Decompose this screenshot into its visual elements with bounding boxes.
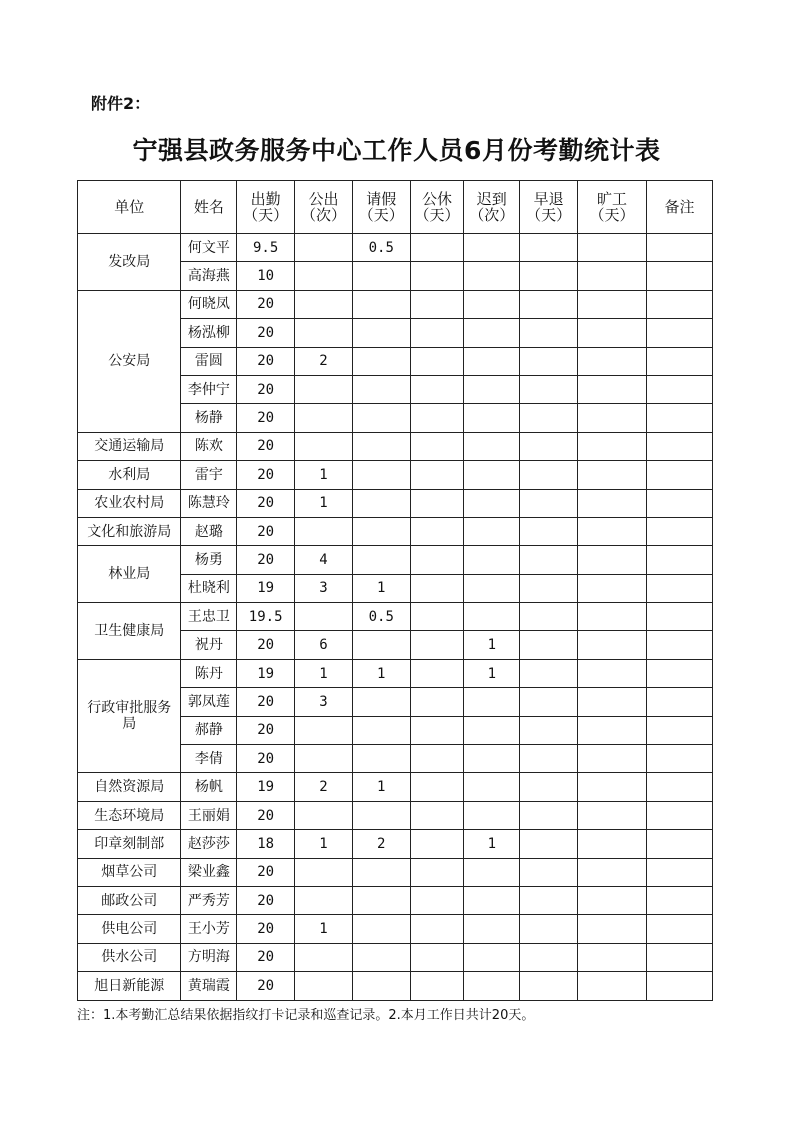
value-cell: [578, 659, 647, 687]
value-cell: [464, 546, 520, 574]
value-cell: 2: [352, 830, 410, 858]
value-cell: 1: [295, 489, 353, 517]
column-header: 早退 （天）: [520, 181, 578, 234]
name-cell: 陈欢: [181, 432, 237, 460]
table-row: [78, 830, 713, 858]
value-cell: 6: [295, 631, 353, 659]
name-cell: 李仲宁: [181, 375, 237, 403]
table-row: [78, 290, 713, 318]
value-cell: [520, 943, 578, 971]
value-cell: [410, 262, 464, 290]
table-row: [78, 432, 713, 460]
value-cell: [520, 745, 578, 773]
value-cell: [646, 546, 712, 574]
value-cell: [352, 262, 410, 290]
value-cell: [578, 546, 647, 574]
value-cell: 19: [237, 773, 295, 801]
value-cell: [352, 745, 410, 773]
value-cell: 3: [295, 574, 353, 602]
value-cell: [646, 886, 712, 914]
value-cell: [646, 631, 712, 659]
value-cell: 0.5: [352, 234, 410, 262]
name-cell: 雷圆: [181, 347, 237, 375]
value-cell: [646, 659, 712, 687]
value-cell: [464, 404, 520, 432]
value-cell: [520, 886, 578, 914]
name-cell: 雷宇: [181, 461, 237, 489]
value-cell: [520, 688, 578, 716]
value-cell: [578, 290, 647, 318]
value-cell: [352, 290, 410, 318]
value-cell: [295, 404, 353, 432]
value-cell: [464, 972, 520, 1000]
value-cell: 20: [237, 915, 295, 943]
value-cell: [578, 688, 647, 716]
value-cell: [352, 801, 410, 829]
value-cell: 20: [237, 319, 295, 347]
name-cell: 陈丹: [181, 659, 237, 687]
value-cell: [520, 234, 578, 262]
value-cell: [520, 659, 578, 687]
table-header-row: [78, 181, 713, 234]
value-cell: [352, 546, 410, 574]
value-cell: [578, 574, 647, 602]
value-cell: [464, 290, 520, 318]
name-cell: 何晓凤: [181, 290, 237, 318]
value-cell: [352, 972, 410, 1000]
value-cell: 20: [237, 943, 295, 971]
unit-cell: 文化和旅游局: [78, 517, 181, 545]
value-cell: [464, 574, 520, 602]
table-row: [78, 659, 713, 687]
value-cell: 1: [464, 631, 520, 659]
value-cell: [520, 262, 578, 290]
value-cell: [410, 234, 464, 262]
table-row: [78, 546, 713, 574]
value-cell: 1: [295, 461, 353, 489]
value-cell: [646, 858, 712, 886]
unit-cell: 农业农村局: [78, 489, 181, 517]
value-cell: [578, 972, 647, 1000]
name-cell: 杨勇: [181, 546, 237, 574]
value-cell: [520, 375, 578, 403]
value-cell: [295, 375, 353, 403]
unit-cell: 卫生健康局: [78, 603, 181, 660]
value-cell: [464, 716, 520, 744]
value-cell: [352, 631, 410, 659]
unit-cell: 供电公司: [78, 915, 181, 943]
value-cell: 2: [295, 347, 353, 375]
unit-cell: 供水公司: [78, 943, 181, 971]
value-cell: [410, 375, 464, 403]
unit-cell: 水利局: [78, 461, 181, 489]
value-cell: [646, 745, 712, 773]
value-cell: [578, 262, 647, 290]
column-header: 单位: [78, 181, 181, 234]
table-row: [78, 943, 713, 971]
value-cell: 1: [295, 915, 353, 943]
value-cell: [646, 234, 712, 262]
value-cell: [410, 659, 464, 687]
value-cell: [578, 461, 647, 489]
value-cell: 4: [295, 546, 353, 574]
name-cell: 赵璐: [181, 517, 237, 545]
value-cell: [410, 943, 464, 971]
value-cell: [646, 432, 712, 460]
column-header: 迟到 （次）: [464, 181, 520, 234]
name-cell: 郝静: [181, 716, 237, 744]
column-header: 请假 （天）: [352, 181, 410, 234]
value-cell: [352, 858, 410, 886]
value-cell: [520, 461, 578, 489]
value-cell: [410, 517, 464, 545]
value-cell: 20: [237, 489, 295, 517]
value-cell: 20: [237, 546, 295, 574]
value-cell: [410, 773, 464, 801]
value-cell: 19: [237, 574, 295, 602]
value-cell: [295, 262, 353, 290]
attendance-table: [77, 180, 713, 1001]
value-cell: [295, 943, 353, 971]
name-cell: 梁业鑫: [181, 858, 237, 886]
value-cell: [520, 858, 578, 886]
value-cell: [295, 319, 353, 347]
value-cell: [295, 972, 353, 1000]
name-cell: 方明海: [181, 943, 237, 971]
unit-cell: 发改局: [78, 234, 181, 291]
value-cell: [410, 290, 464, 318]
value-cell: [352, 688, 410, 716]
value-cell: [578, 319, 647, 347]
value-cell: [352, 943, 410, 971]
value-cell: 3: [295, 688, 353, 716]
value-cell: [520, 631, 578, 659]
value-cell: [295, 858, 353, 886]
value-cell: [410, 404, 464, 432]
value-cell: [520, 319, 578, 347]
table-row: [78, 773, 713, 801]
value-cell: [646, 489, 712, 517]
value-cell: [646, 375, 712, 403]
value-cell: [578, 489, 647, 517]
value-cell: 1: [352, 659, 410, 687]
value-cell: 19: [237, 659, 295, 687]
unit-cell: 烟草公司: [78, 858, 181, 886]
value-cell: [520, 972, 578, 1000]
unit-cell: 邮政公司: [78, 886, 181, 914]
value-cell: [646, 688, 712, 716]
value-cell: [295, 886, 353, 914]
value-cell: [646, 574, 712, 602]
value-cell: [410, 716, 464, 744]
value-cell: [520, 773, 578, 801]
value-cell: [646, 972, 712, 1000]
value-cell: [295, 432, 353, 460]
value-cell: [464, 489, 520, 517]
value-cell: [295, 801, 353, 829]
value-cell: [410, 830, 464, 858]
name-cell: 杨静: [181, 404, 237, 432]
value-cell: [520, 603, 578, 631]
value-cell: 20: [237, 688, 295, 716]
value-cell: [352, 716, 410, 744]
value-cell: [410, 432, 464, 460]
value-cell: [578, 517, 647, 545]
value-cell: [410, 489, 464, 517]
value-cell: [464, 886, 520, 914]
table-row: [78, 603, 713, 631]
value-cell: [646, 716, 712, 744]
table-row: [78, 234, 713, 262]
value-cell: 20: [237, 801, 295, 829]
value-cell: [578, 603, 647, 631]
table-row: [78, 886, 713, 914]
value-cell: [578, 631, 647, 659]
value-cell: [520, 404, 578, 432]
value-cell: [410, 631, 464, 659]
unit-cell: 公安局: [78, 290, 181, 432]
value-cell: [295, 234, 353, 262]
value-cell: [578, 347, 647, 375]
value-cell: 20: [237, 517, 295, 545]
value-cell: [352, 886, 410, 914]
name-cell: 何文平: [181, 234, 237, 262]
attachment-label: 附件2：: [91, 94, 151, 113]
column-header: 公休 （天）: [410, 181, 464, 234]
name-cell: 王小芳: [181, 915, 237, 943]
value-cell: 10: [237, 262, 295, 290]
value-cell: [464, 461, 520, 489]
value-cell: 1: [352, 773, 410, 801]
column-header: 旷工 （天）: [578, 181, 647, 234]
value-cell: [578, 830, 647, 858]
unit-cell: 自然资源局: [78, 773, 181, 801]
value-cell: 20: [237, 461, 295, 489]
document-title: 宁强县政务服务中心工作人员6月份考勤统计表: [132, 136, 661, 165]
value-cell: [352, 347, 410, 375]
value-cell: [578, 404, 647, 432]
value-cell: [520, 546, 578, 574]
value-cell: [410, 603, 464, 631]
unit-cell: 生态环境局: [78, 801, 181, 829]
table-row: [78, 801, 713, 829]
value-cell: [646, 773, 712, 801]
name-cell: 严秀芳: [181, 886, 237, 914]
value-cell: [520, 830, 578, 858]
table-row: [78, 972, 713, 1000]
unit-cell: 林业局: [78, 546, 181, 603]
value-cell: [646, 915, 712, 943]
value-cell: [520, 716, 578, 744]
value-cell: [646, 603, 712, 631]
name-cell: 杜晓利: [181, 574, 237, 602]
value-cell: [578, 943, 647, 971]
value-cell: 20: [237, 886, 295, 914]
column-header: 公出 （次）: [295, 181, 353, 234]
value-cell: 20: [237, 716, 295, 744]
value-cell: [295, 290, 353, 318]
value-cell: 2: [295, 773, 353, 801]
value-cell: [410, 972, 464, 1000]
value-cell: 19.5: [237, 603, 295, 631]
value-cell: [464, 319, 520, 347]
value-cell: [295, 603, 353, 631]
unit-cell: 行政审批服务局: [78, 659, 181, 773]
value-cell: [464, 688, 520, 716]
value-cell: [646, 290, 712, 318]
value-cell: [352, 319, 410, 347]
value-cell: [520, 290, 578, 318]
value-cell: 20: [237, 858, 295, 886]
name-cell: 王丽娟: [181, 801, 237, 829]
value-cell: [410, 461, 464, 489]
value-cell: [410, 745, 464, 773]
value-cell: [410, 801, 464, 829]
value-cell: [352, 432, 410, 460]
value-cell: [464, 432, 520, 460]
value-cell: [520, 915, 578, 943]
value-cell: [646, 404, 712, 432]
column-header: 备注: [646, 181, 712, 234]
value-cell: 20: [237, 290, 295, 318]
value-cell: [295, 517, 353, 545]
column-header: 出勤 （天）: [237, 181, 295, 234]
value-cell: 20: [237, 631, 295, 659]
value-cell: [352, 517, 410, 545]
unit-cell: 旭日新能源: [78, 972, 181, 1000]
value-cell: 1: [295, 659, 353, 687]
value-cell: [578, 432, 647, 460]
value-cell: [646, 830, 712, 858]
value-cell: [520, 574, 578, 602]
value-cell: [410, 858, 464, 886]
value-cell: 18: [237, 830, 295, 858]
value-cell: [464, 517, 520, 545]
name-cell: 李倩: [181, 745, 237, 773]
table-row: [78, 489, 713, 517]
value-cell: [646, 517, 712, 545]
name-cell: 王忠卫: [181, 603, 237, 631]
value-cell: [646, 943, 712, 971]
value-cell: 1: [295, 830, 353, 858]
value-cell: 1: [352, 574, 410, 602]
value-cell: [578, 915, 647, 943]
name-cell: 郭凤莲: [181, 688, 237, 716]
value-cell: [352, 489, 410, 517]
value-cell: 20: [237, 432, 295, 460]
value-cell: [520, 432, 578, 460]
value-cell: [646, 347, 712, 375]
value-cell: [578, 773, 647, 801]
value-cell: [464, 347, 520, 375]
name-cell: 黄瑞霞: [181, 972, 237, 1000]
value-cell: 20: [237, 745, 295, 773]
value-cell: [464, 858, 520, 886]
value-cell: [464, 234, 520, 262]
name-cell: 祝丹: [181, 631, 237, 659]
value-cell: [410, 915, 464, 943]
value-cell: [410, 688, 464, 716]
value-cell: [464, 745, 520, 773]
name-cell: 赵莎莎: [181, 830, 237, 858]
value-cell: [410, 319, 464, 347]
value-cell: [578, 745, 647, 773]
value-cell: 9.5: [237, 234, 295, 262]
value-cell: [646, 801, 712, 829]
value-cell: [464, 801, 520, 829]
value-cell: [646, 461, 712, 489]
value-cell: [464, 262, 520, 290]
value-cell: [410, 886, 464, 914]
name-cell: 高海燕: [181, 262, 237, 290]
value-cell: [520, 801, 578, 829]
unit-cell: 交通运输局: [78, 432, 181, 460]
value-cell: [464, 375, 520, 403]
value-cell: [352, 404, 410, 432]
value-cell: 20: [237, 375, 295, 403]
value-cell: [578, 886, 647, 914]
value-cell: [646, 262, 712, 290]
value-cell: [578, 858, 647, 886]
table-row: [78, 915, 713, 943]
name-cell: 杨泓柳: [181, 319, 237, 347]
value-cell: [352, 375, 410, 403]
value-cell: [410, 546, 464, 574]
value-cell: [464, 773, 520, 801]
value-cell: [464, 943, 520, 971]
value-cell: [410, 574, 464, 602]
table-row: [78, 461, 713, 489]
name-cell: 陈慧玲: [181, 489, 237, 517]
value-cell: 1: [464, 830, 520, 858]
value-cell: [410, 347, 464, 375]
value-cell: 20: [237, 972, 295, 1000]
value-cell: 1: [464, 659, 520, 687]
name-cell: 杨帆: [181, 773, 237, 801]
value-cell: [646, 319, 712, 347]
value-cell: [578, 375, 647, 403]
footnote: 注：1.本考勤汇总结果依据指纹打卡记录和巡查记录。2.本月工作日共计20天。: [77, 1008, 535, 1023]
value-cell: [352, 915, 410, 943]
value-cell: 20: [237, 404, 295, 432]
value-cell: 0.5: [352, 603, 410, 631]
unit-cell: 印章刻制部: [78, 830, 181, 858]
value-cell: [464, 915, 520, 943]
table-row: [78, 858, 713, 886]
value-cell: [295, 716, 353, 744]
value-cell: [520, 489, 578, 517]
table-row: [78, 517, 713, 545]
value-cell: [578, 716, 647, 744]
value-cell: [520, 347, 578, 375]
value-cell: [295, 745, 353, 773]
column-header: 姓名: [181, 181, 237, 234]
value-cell: [352, 461, 410, 489]
value-cell: [578, 234, 647, 262]
value-cell: [464, 603, 520, 631]
value-cell: [578, 801, 647, 829]
value-cell: [520, 517, 578, 545]
value-cell: 20: [237, 347, 295, 375]
